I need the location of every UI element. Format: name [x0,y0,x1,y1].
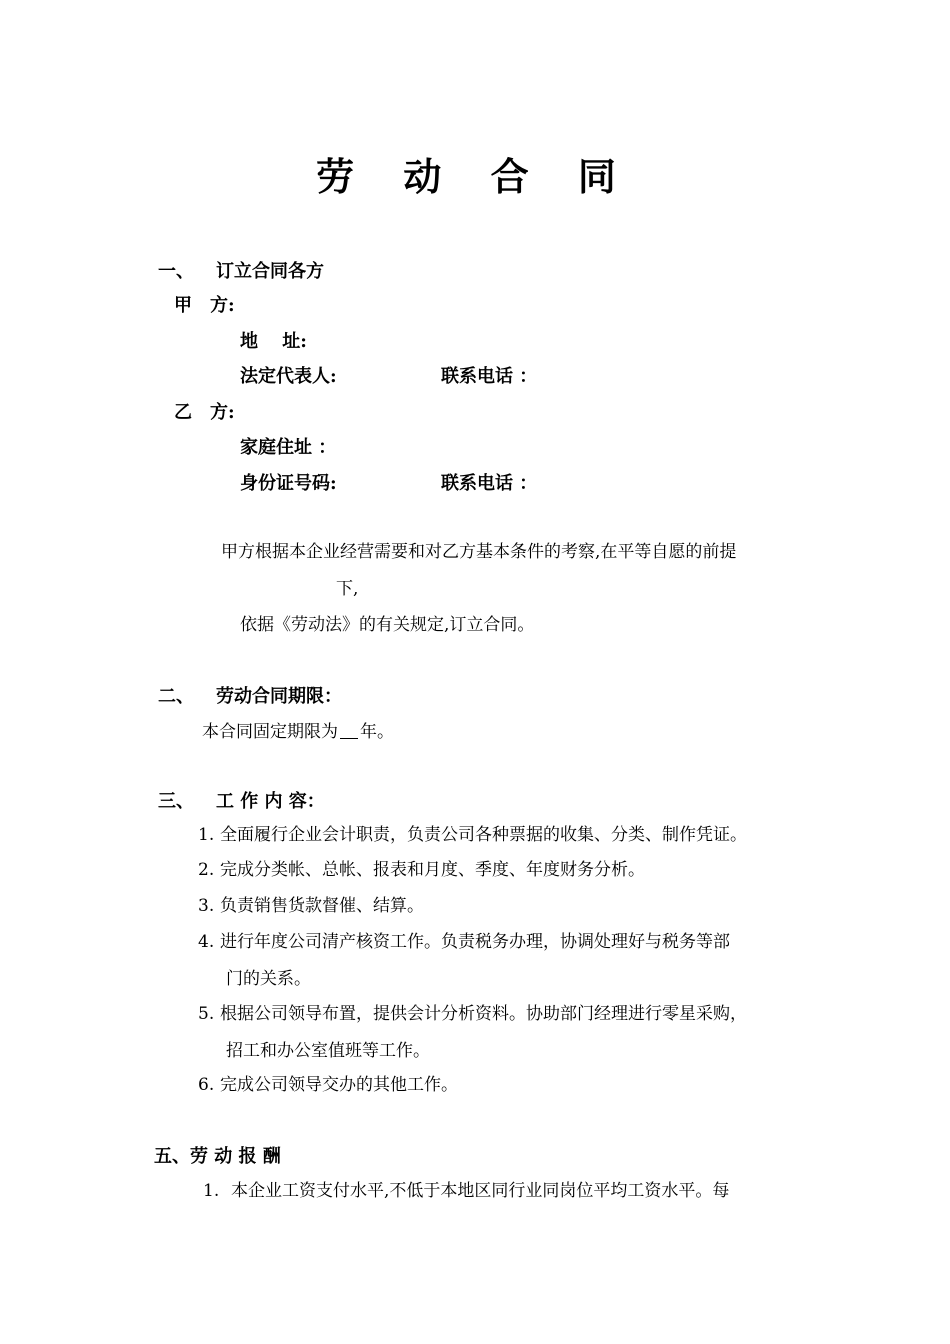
duty-item-5 [198,1006,747,1023]
intro-line-3: 依据《劳动法》的有关规定,订立合同。 [240,615,535,635]
pay-item-text: 本企业工资支付水平,不低于本地区同行业同岗位平均工资水平。每 [231,1181,730,1201]
section1-heading: 订立合同各方 [216,261,324,282]
duty-item-text: 完成公司领导交办的其他工作。 [220,1075,458,1095]
duty-item-text: 全面履行企业会计职责，负责公司各种票据的收集、分类、制作凭证。 [220,825,747,845]
pay-item-number: 1. [203,1181,220,1201]
pay-item-1 [203,1183,729,1200]
duty-item-4 [198,934,730,951]
duty-item-number: 4. [198,932,215,952]
term-text-before: 本合同固定期限为 [202,722,338,742]
party-a-address-label: 地 址: [240,331,307,352]
section2-number: 二、 [158,686,194,707]
party-b-home-address-label: 家庭住址 ： [240,437,337,458]
section3-heading: 工 作 内 容： [216,791,325,812]
document-title: 劳 动 合 同 [316,154,634,199]
duty-item-4-continuation: 门的关系。 [226,969,311,989]
intro-line-1: 甲方根据本企业经营需要和对乙方基本条件的考察,在平等自愿的前提 [221,542,737,562]
duty-item-number: 5. [198,1004,215,1024]
party-a-label: 甲 方: [174,295,235,316]
duty-item-number: 2. [198,860,215,880]
duty-item-text: 负责销售货款督催、结算。 [220,896,424,916]
duty-item-number: 6. [198,1075,215,1095]
section5-heading: 五、劳 动 报 酬 [154,1146,281,1167]
section1-number: 一、 [158,261,194,282]
duty-item-1 [198,827,747,844]
party-a-phone-label: 联系电话 ： [441,366,538,387]
intro-line-2: 下, [336,579,359,599]
party-b-phone-label: 联系电话 ： [441,473,538,494]
term-years-blank[interactable] [340,722,358,739]
party-a-legal-rep-label: 法定代表人: [240,366,337,387]
duty-item-2 [198,862,645,879]
duty-item-number: 1. [198,825,215,845]
duty-item-text: 进行年度公司清产核资工作。负责税务办理，协调处理好与税务等部 [220,932,730,952]
party-b-label: 乙 方: [174,402,235,423]
section3-number: 三、 [158,791,194,812]
term-text-after: 年。 [360,722,394,742]
duty-item-number: 3. [198,896,215,916]
duty-item-5-continuation: 招工和办公室值班等工作。 [226,1041,430,1061]
duty-item-text: 完成分类帐、总帐、报表和月度、季度、年度财务分析。 [220,860,645,880]
duty-item-6 [198,1077,458,1094]
section2-heading: 劳动合同期限： [216,686,342,707]
duty-item-text: 根据公司领导布置，提供会计分析资料。协助部门经理进行零星采购， [220,1004,747,1024]
term-sentence [202,722,394,741]
party-b-id-label: 身份证号码: [240,473,337,494]
duty-item-3 [198,898,424,915]
